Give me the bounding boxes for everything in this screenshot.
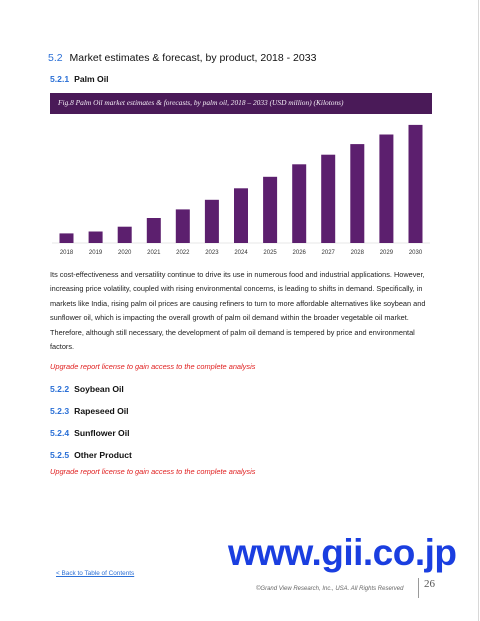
chart-title: Fig.8 Palm Oil market estimates & forecasts, by palm oil, 2018 – 2033 (USD million) (Kilotons)	[58, 98, 344, 107]
subsection-title: Sunflower Oil	[74, 428, 130, 438]
bar-2022	[176, 209, 190, 243]
subsection-number: 5.2.5	[50, 450, 70, 460]
bar-2024	[234, 188, 248, 243]
section-title: Market estimates & forecast, by product, 2018 - 2033	[69, 52, 317, 64]
page-border	[478, 0, 479, 621]
upgrade-link-1[interactable]: Upgrade report license to gain access to the complete analysis	[50, 362, 256, 371]
subsection-number: 5.2.3	[50, 406, 70, 416]
palm-oil-chart	[50, 93, 432, 260]
x-tick-label: 2022	[176, 250, 190, 256]
body-paragraph: Its cost-effectiveness and versatility continue to drive its use in numerous food and industrial applications. However, increasing price volatility, coupled with rising environmental concerns, is leading to shifts in demand. Specifically, in markets like India, rising palm oil prices are causing refiners to turn to more affordable alternatives like soybean and sunflower oil, which is impacting the overall growth of palm oil demand within the broader vegetable oil market. Therefore, although still necessary, the development of palm oil demand is tempered by price and environmental factors.	[50, 270, 426, 352]
bar-2027	[321, 155, 335, 243]
x-tick-label: 2028	[350, 250, 364, 256]
section-number: 5.2	[48, 52, 63, 64]
bar-2023	[205, 200, 219, 243]
subsection-soybean-oil	[50, 384, 124, 394]
footer-divider	[418, 578, 419, 598]
bar-2026	[292, 164, 306, 243]
watermark-logo: www.gii.co.jp	[228, 532, 457, 573]
x-tick-label: 2029	[379, 250, 394, 256]
back-to-toc-link[interactable]: < Back to Table of Contents	[56, 570, 135, 577]
x-tick-label: 2021	[147, 250, 161, 256]
subsection-palm-oil	[50, 74, 109, 84]
bar-2020	[118, 227, 132, 243]
subsection-title: Rapeseed Oil	[74, 406, 129, 416]
bar-2030	[409, 125, 423, 243]
subsection-title: Palm Oil	[74, 74, 109, 84]
subsection-title: Soybean Oil	[74, 384, 124, 394]
subsection-title: Other Product	[74, 450, 132, 460]
x-tick-label: 2025	[263, 250, 277, 256]
x-tick-label: 2018	[59, 250, 74, 256]
bar-2029	[379, 135, 393, 244]
x-tick-label: 2020	[118, 250, 132, 256]
subsection-number: 5.2.1	[50, 74, 70, 84]
x-tick-label: 2026	[292, 250, 306, 256]
upgrade-link-2[interactable]: Upgrade report license to gain access to the complete analysis	[50, 467, 256, 476]
bar-2025	[263, 177, 277, 243]
subsection-number: 5.2.2	[50, 384, 70, 394]
subsection-number: 5.2.4	[50, 428, 70, 438]
page-number: 26	[424, 578, 435, 590]
x-tick-label: 2027	[321, 250, 335, 256]
bar-chart	[50, 93, 432, 260]
subsection-other-product	[50, 450, 132, 460]
bar-2028	[350, 144, 364, 243]
bar-2021	[147, 218, 161, 243]
bar-2018	[60, 233, 74, 243]
subsection-sunflower-oil	[50, 428, 130, 438]
x-tick-label: 2019	[88, 250, 103, 256]
section-heading	[48, 52, 316, 64]
subsection-rapeseed-oil	[50, 406, 129, 416]
x-tick-label: 2024	[234, 250, 248, 256]
x-tick-label: 2030	[408, 250, 423, 256]
copyright-text: ©Grand View Research, Inc., USA. All Rights Reserved	[256, 586, 404, 592]
x-tick-label: 2023	[205, 250, 219, 256]
bar-2019	[89, 232, 103, 244]
